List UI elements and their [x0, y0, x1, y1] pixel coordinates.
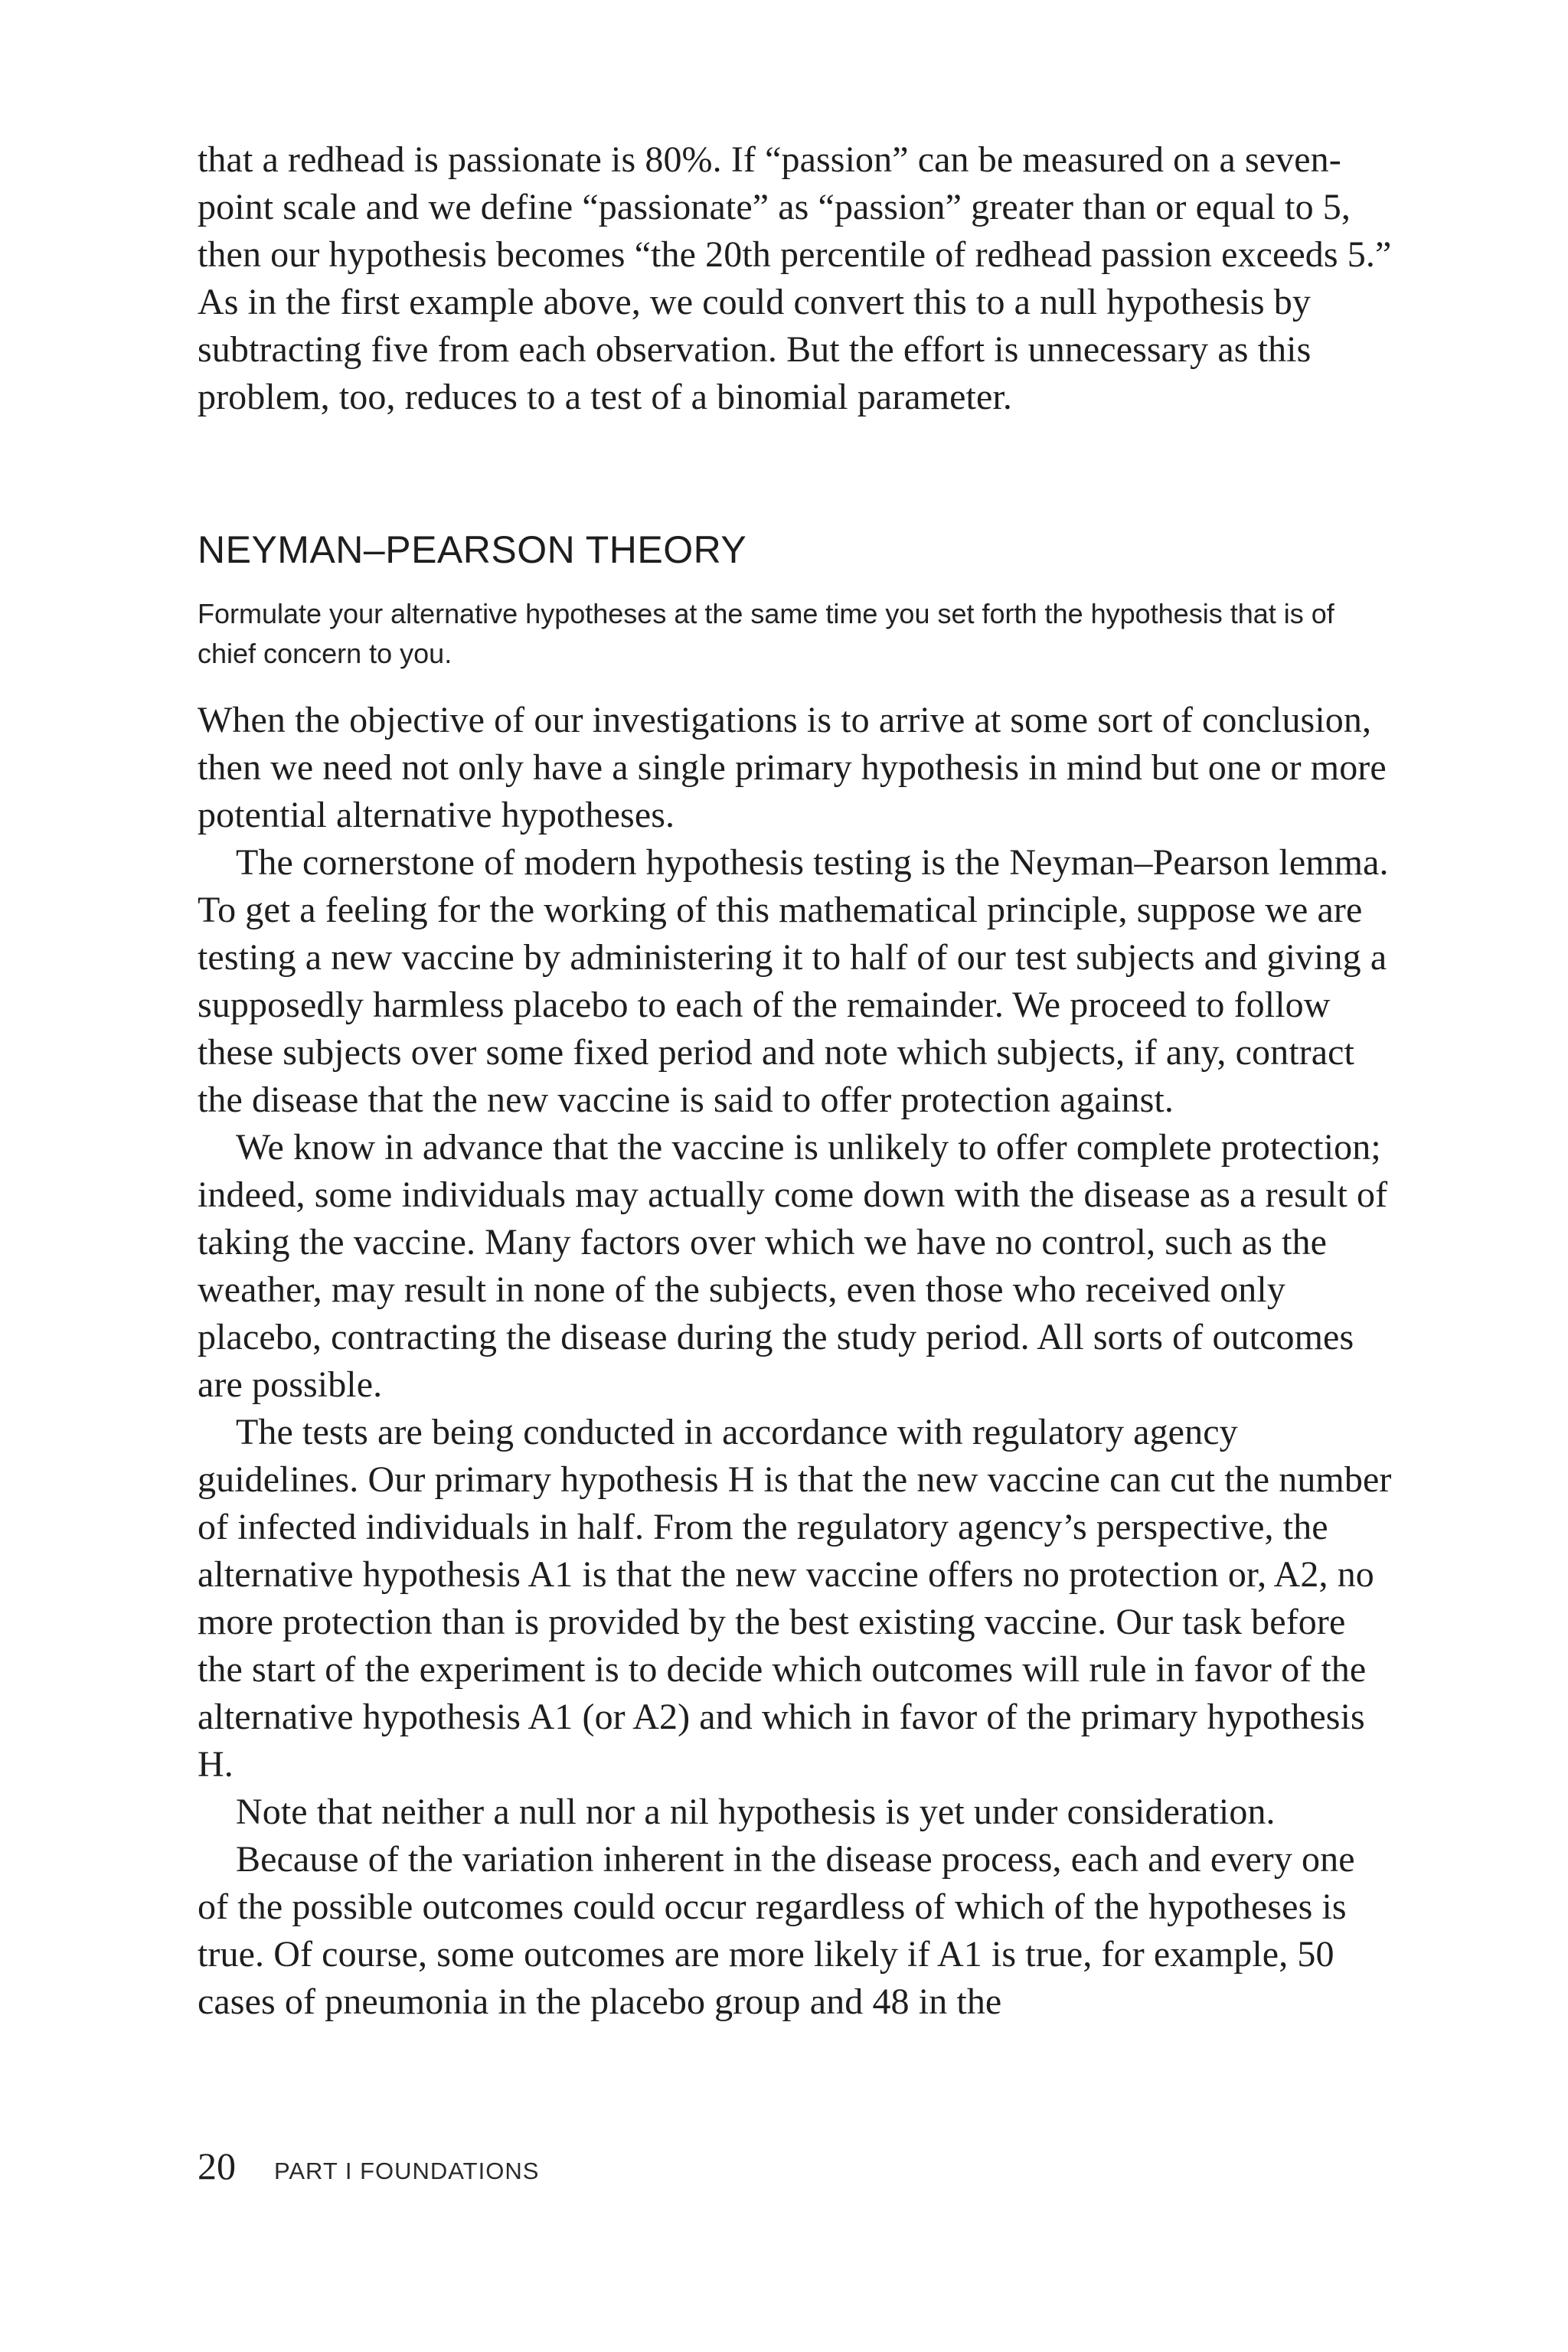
body-paragraph-4: The tests are being conducted in accordance with regulatory agency guidelines. Our primary hypothesis H is that the new vaccine can cut the number of infected individuals in half. From the regulatory agency’s perspective, the alternative hypothesis A1 is that the new vaccine offers no protection or, A2, no more protection than is provided by the best existing vaccine. Our task before the start of the experiment is to decide which outcomes will rule in favor of the alternative hypothesis A1 (or A2) and which in favor of the primary hypothesis H. — [198, 1412, 1392, 1785]
section-spacer — [198, 421, 1392, 527]
section-rule: Formulate your alternative hypotheses at the same time you set forth the hypothesis that is of chief concern to you. — [198, 598, 1334, 669]
body-paragraph-2: The cornerstone of modern hypothesis testing is the Neyman–Pearson lemma. To get a feeling for the working of this mathematical principle, suppose we are testing a new vaccine by administering it to half of our test subjects and giving a supposedly harmless placebo to each of the remainder. We proceed to follow these subjects over some fixed period and note which subjects, if any, contract the disease that the new vaccine is said to offer protection against. — [198, 842, 1389, 1120]
body-paragraph-3: We know in advance that the vaccine is unlikely to offer complete protection; indeed, some individuals may actually come down with the disease as a result of taking the vaccine. Many factors over which we have no control, such as the weather, may result in none of the subjects, even those who received only placebo, contracting the disease during the study period. All sorts of outcomes are possible. — [198, 1127, 1388, 1405]
section-heading: NEYMAN–PEARSON THEORY — [198, 528, 747, 571]
intro-paragraph: that a redhead is passionate is 80%. If “passion” can be measured on a seven-point scale and we define “passionate” as “passion” greater than or equal to 5, then our hypothesis becomes “the 20th percentile of redhead passion exceeds 5.” As in the first example above, we could convert this to a null hypothesis by subtracting five from each observation. But the effort is unnecessary as this problem, too, reduces to a test of a binomial parameter. — [198, 139, 1392, 417]
page-content — [198, 136, 1392, 2026]
body-paragraph-6: Because of the variation inherent in the disease process, each and every one of the possible outcomes could occur regardless of which of the hypotheses is true. Of course, some outcomes are more likely if A1 is true, for example, 50 cases of pneumonia in the placebo group and 48 in the — [198, 1839, 1355, 2022]
page-footer — [198, 2144, 539, 2188]
body-paragraph-1: When the objective of our investigations is to arrive at some sort of conclusion, then we need not only have a single primary hypothesis in mind but one or more potential alternative hypotheses. — [198, 700, 1387, 835]
running-head: PART I FOUNDATIONS — [274, 2158, 540, 2184]
body-paragraph-5: Note that neither a null nor a nil hypothesis is yet under consideration. — [236, 1792, 1276, 1832]
page-number: 20 — [198, 2145, 236, 2187]
